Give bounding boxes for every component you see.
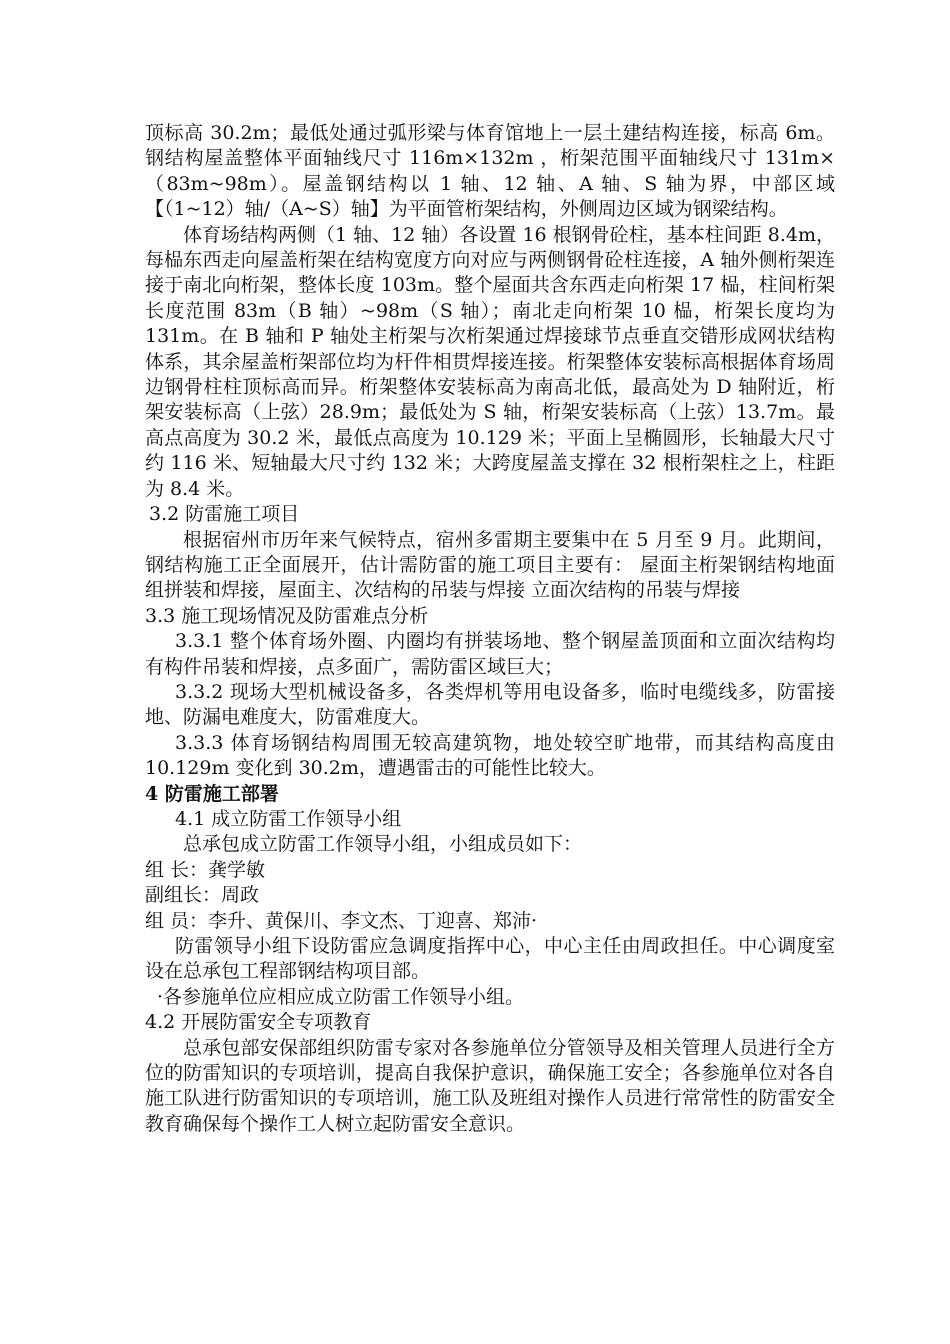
paragraph-leadership-intro: 总承包成立防雷工作领导小组，小组成员如下： xyxy=(183,833,583,856)
paragraph-command-center: 防雷领导小组下设防雷应急调度指挥中心，中心主任由周政担任。中心调度室设在总承包工程部钢结构项目部。 xyxy=(145,935,835,983)
document-page xyxy=(145,121,835,1137)
paragraph-3-3-2: 3.3.2 现场大型机械设备多，各类焊机等用电设备多，临时电缆线多，防雷接地、防漏电难度大，防雷难度大。 xyxy=(145,680,835,729)
heading-3-2: 3.2 防雷施工项目 xyxy=(149,503,300,526)
team-vice-leader: 副组长：周政 xyxy=(145,884,260,907)
paragraph-lightning-season: 根据宿州市历年来气候特点，宿州多雷期主要集中在 5 月至 9 月。此期间，钢结构施工正全面展开，估计需防雷的施工项目主要有： 屋面主桁架钢结构地面组拼装和焊接，屋面主、次结构的吊装与焊接 立面次结构的吊装与焊接 xyxy=(145,528,835,602)
paragraph-structure-columns: 体育场结构两侧（1 轴、12 轴）各设置 16 根钢骨砼柱，基本柱间距 8.4m，每榀东西走向屋盖桁架在结构宽度方向对应与两侧钢骨砼柱连接，A 轴外侧桁架连接于南北向桁架，整体长度 103m。整个屋面共含东西走向桁架 17 榀，柱间桁架长度范围 83m（B 轴）~98m（S 轴）；南北走向桁架 10 榀，桁架长度均为 131m。在 B 轴和 P 轴处主桁架与次桁架通过焊接球节点垂直交错形成网状结构体系，其余屋盖桁架部位均为杆件相贯焊接连接。桁架整体安装标高根据体育场周边钢骨柱柱顶标高而异。桁架整体安装标高为南高北低，最高处为 D 轴附近，桁架安装标高（上弦）28.9m；最低处为 S 轴，桁架安装标高（上弦）13.7m。最高点高度为 30.2 米，最低点高度为 10.129 米；平面上呈椭圆形，长轴最大尺寸约 116 米、短轴最大尺寸约 132 米；大跨度屋盖支撑在 32 根桁架柱之上，柱距为 8.4 米。 xyxy=(145,223,835,500)
paragraph-units: ·各参施单位应相应成立防雷工作领导小组。 xyxy=(157,985,525,1008)
paragraph-3-3-1: 3.3.1 整个体育场外圈、内圈均有拼装场地、整个钢屋盖顶面和立面次结构均有构件吊装和焊接，点多面广，需防雷区域巨大； xyxy=(145,630,835,678)
team-leader: 组 长：龚学敏 xyxy=(145,858,266,881)
paragraph-structure-overview: 顶标高 30.2m；最低处通过弧形梁与体育馆地上一层土建结构连接，标高 6m。钢结构屋盖整体平面轴线尺寸 116m×132m ，桁架范围平面轴线尺寸 131m×（83m~98m）。屋盖钢结构以 1 轴、12 轴、A 轴、S 轴为界，中部区域【（1~12）轴/（A~S）轴】为平面管桁架结构，外侧周边区域为钢梁结构。 xyxy=(145,122,835,221)
team-members: 组 员：李升、黄保川、李文杰、丁迎喜、郑沛· xyxy=(145,909,538,932)
heading-3-3: 3.3 施工现场情况及防雷难点分析 xyxy=(145,604,429,627)
paragraph-safety-education: 总承包部安保部组织防雷专家对各参施单位分管领导及相关管理人员进行全方位的防雷知识的专项培训，提高自我保护意识，确保施工安全；各参施单位对各自施工队进行防雷知识的专项培训，施工队及班组对操作人员进行常常性的防雷安全教育确保每个操作工人树立起防雷安全意识。 xyxy=(145,1036,835,1135)
heading-4: 4 防雷施工部署 xyxy=(145,782,279,805)
heading-4-1: 4.1 成立防雷工作领导小组 xyxy=(175,807,402,830)
paragraph-3-3-3: 3.3.3 体育场钢结构周围无较高建筑物，地处较空旷地带，而其结构高度由 10.129m 变化到 30.2m，遭遇雷击的可能性比较大。 xyxy=(145,731,835,780)
heading-4-2: 4.2 开展防雷安全专项教育 xyxy=(145,1011,372,1034)
